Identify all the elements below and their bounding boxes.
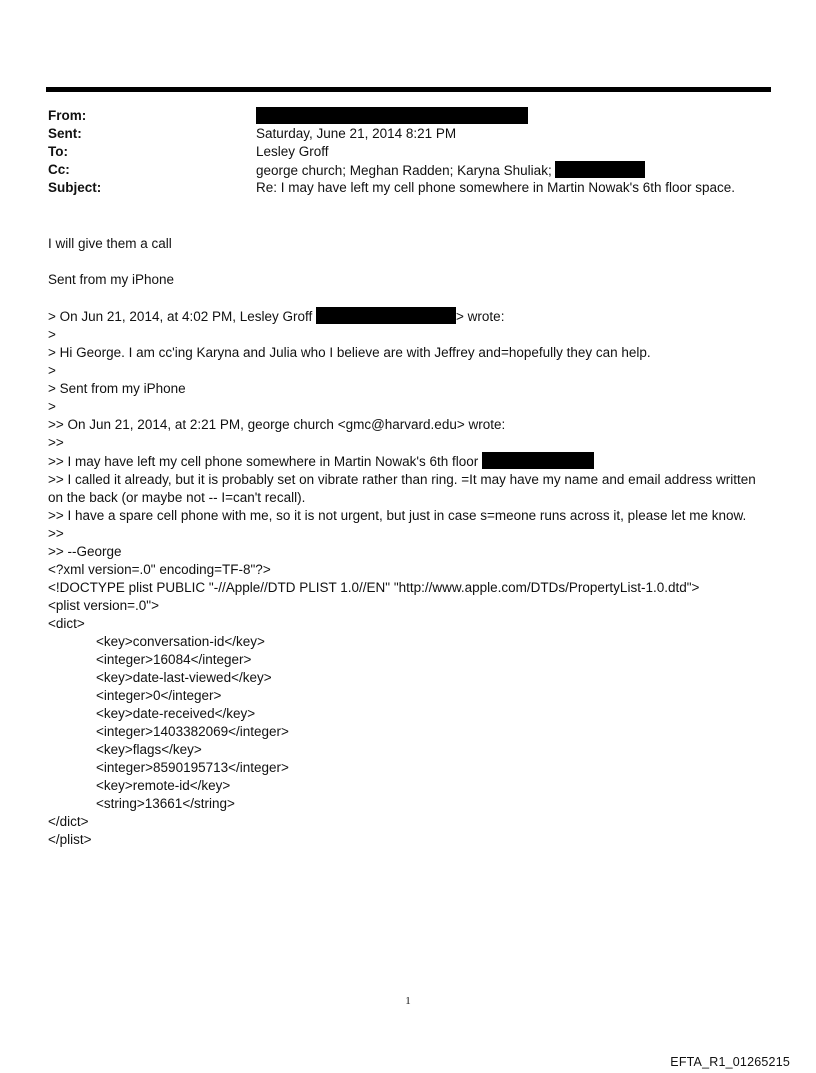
- cc-value: [256, 161, 645, 180]
- xml-line: <dict>: [48, 616, 85, 631]
- xml-line: </dict>: [48, 814, 89, 829]
- redaction-block: [256, 107, 528, 124]
- xml-line: <?xml version=.0" encoding=TF-8"?>: [48, 562, 271, 577]
- sent-label: Sent:: [48, 126, 82, 141]
- body-line: Sent from my iPhone: [48, 272, 175, 287]
- xml-entry: <key>conversation-id</key>: [96, 634, 265, 649]
- quote-text: > wrote:: [456, 309, 505, 324]
- body-line: I will give them a call: [48, 236, 172, 251]
- to-label: To:: [48, 144, 68, 159]
- xml-entry: <key>flags</key>: [96, 742, 202, 757]
- redaction-block: [482, 452, 594, 469]
- xml-entry: <key>remote-id</key>: [96, 778, 231, 793]
- cc-label: Cc:: [48, 162, 70, 177]
- document-id: EFTA_R1_01265215: [670, 1055, 790, 1069]
- quote-line: >> I called it already, but it is probably set on vibrate rather than ring. =It may have my name and email address written on the back (or maybe not -- I=can't recall).: [48, 472, 756, 505]
- quote-line: [48, 452, 773, 471]
- xml-line: </plist>: [48, 832, 92, 847]
- xml-entry: <integer>0</integer>: [96, 688, 222, 703]
- from-value: [256, 107, 528, 126]
- xml-line: <plist version=.0">: [48, 598, 159, 613]
- redaction-block: [316, 307, 456, 324]
- sent-value: Saturday, June 21, 2014 8:21 PM: [256, 126, 457, 141]
- xml-entry: <integer>8590195713</integer>: [96, 760, 289, 775]
- cc-text: george church; Meghan Radden; Karyna Shuliak;: [256, 163, 552, 178]
- quote-line: > Hi George. I am cc'ing Karyna and Julia who I believe are with Jeffrey and=hopefully they can help.: [48, 345, 651, 360]
- subject-value: Re: I may have left my cell phone somewhere in Martin Nowak's 6th floor space.: [256, 180, 736, 195]
- quote-line: >>: [48, 526, 64, 541]
- quote-line: >: [48, 363, 56, 378]
- quote-line: >> On Jun 21, 2014, at 2:21 PM, george church <gmc@harvard.edu> wrote:: [48, 417, 506, 432]
- subject-label: Subject:: [48, 180, 102, 195]
- xml-line: <!DOCTYPE plist PUBLIC "-//Apple//DTD PLIST 1.0//EN" "http://www.apple.com/DTDs/PropertyList-1.0.dtd">: [48, 580, 700, 595]
- header-rule: [46, 87, 771, 92]
- quote-line: > Sent from my iPhone: [48, 381, 186, 396]
- xml-entry: <string>13661</string>: [96, 796, 235, 811]
- quote-text: >> I may have left my cell phone somewhere in Martin Nowak's 6th floor: [48, 454, 483, 469]
- quote-line: >: [48, 327, 56, 342]
- quote-line: >: [48, 399, 56, 414]
- quote-line: >>: [48, 435, 64, 450]
- email-body: [48, 235, 773, 849]
- xml-entry: <integer>1403382069</integer>: [96, 724, 289, 739]
- xml-entry: <key>date-last-viewed</key>: [96, 670, 272, 685]
- page-number: 1: [405, 995, 411, 1007]
- from-label: From:: [48, 108, 87, 123]
- xml-entry: <key>date-received</key>: [96, 706, 256, 721]
- quote-text: > On Jun 21, 2014, at 4:02 PM, Lesley Groff: [48, 309, 317, 324]
- quote-line: >> I have a spare cell phone with me, so it is not urgent, but just in case s=meone runs across it, please let me know.: [48, 508, 747, 523]
- redaction-block: [555, 161, 645, 178]
- quote-line: [48, 307, 773, 326]
- quote-line: >> --George: [48, 544, 122, 559]
- xml-entry: <integer>16084</integer>: [96, 652, 252, 667]
- to-value: Lesley Groff: [256, 144, 329, 159]
